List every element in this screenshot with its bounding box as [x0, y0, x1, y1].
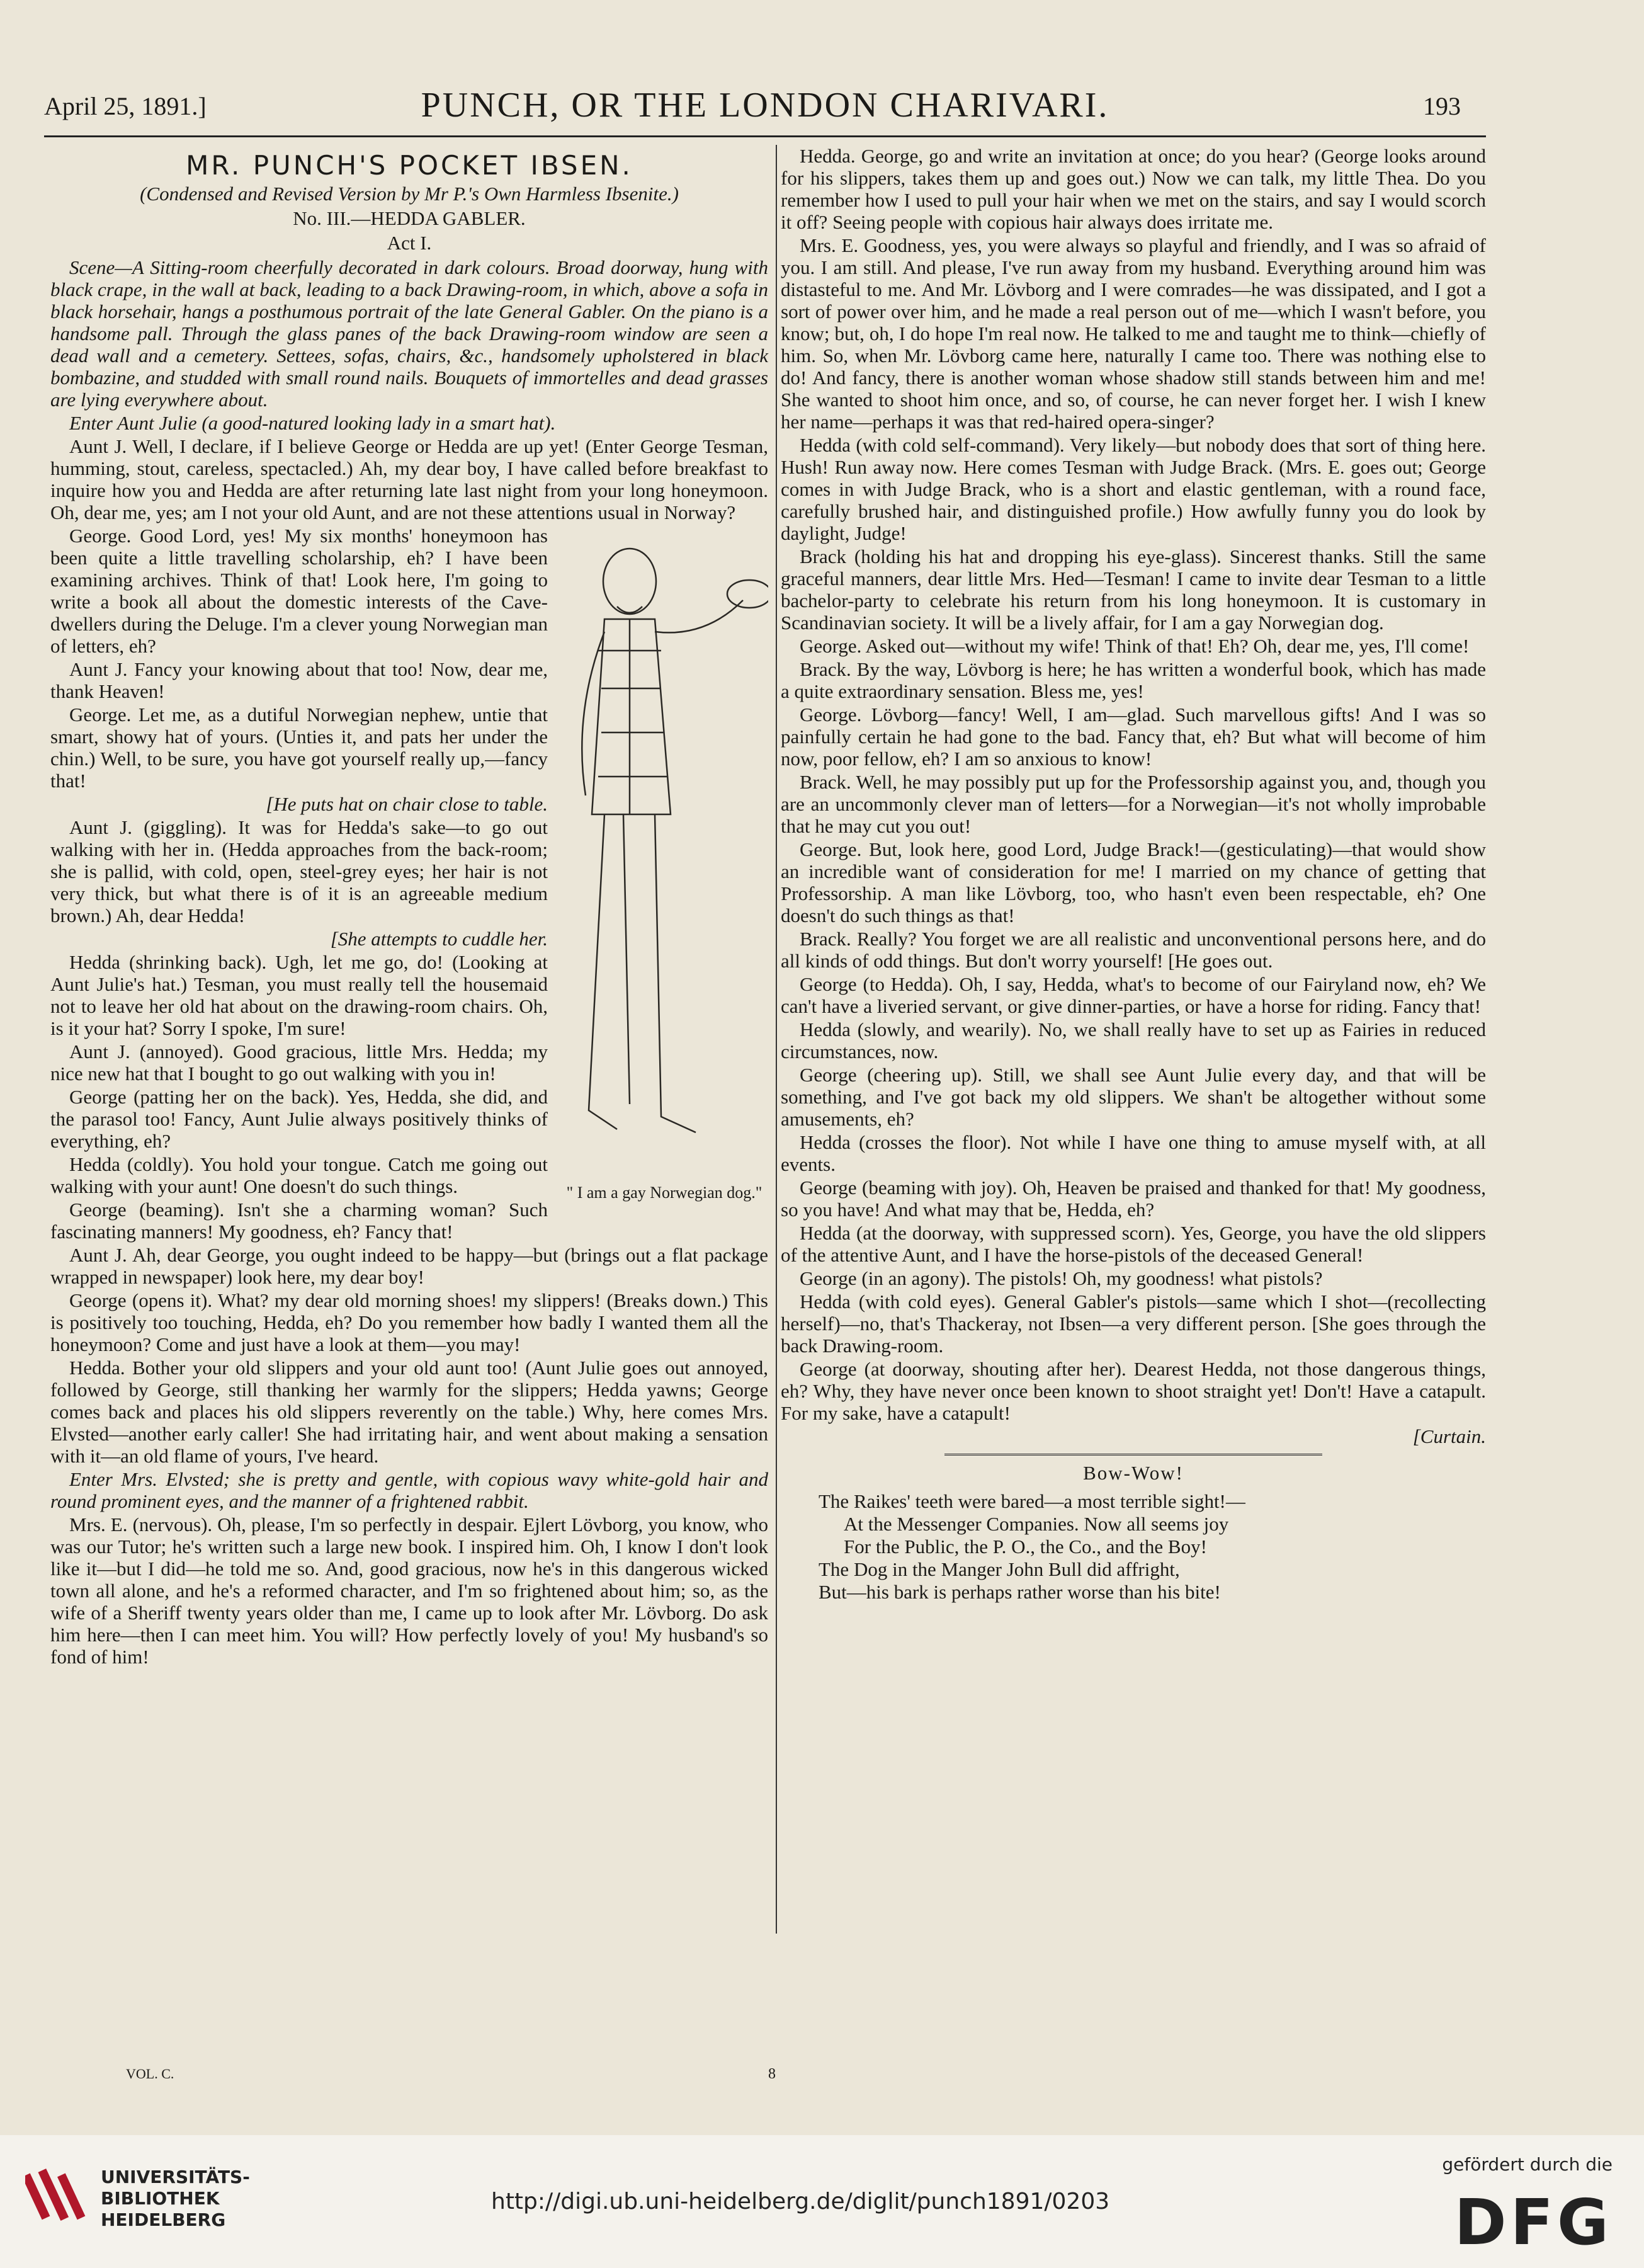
- paragraph: Aunt J. (annoyed). Good gracious, little Mrs. Hedda; my nice new hat that I bought to go out walking with you in!: [50, 1040, 548, 1085]
- paragraph: Hedda. Bother your old slippers and your old aunt too! (Aunt Julie goes out annoyed, followed by George, still thanking her warmly for the slippers; Hedda yawns; George comes back and places his old slippers reverently on the table.) Why, here comes Mrs. Elvsted—another early caller! She had irritating hair, and went about making a sensation with it—an old flame of yours, I've heard.: [50, 1357, 768, 1467]
- paragraph: Brack. Well, he may possibly put up for the Professorship against you, and, though you are an uncommonly clever man of letters—for a Norwegian—it's not wholly improbable that he may cut you out!: [781, 771, 1486, 837]
- institution-name: [101, 2167, 250, 2231]
- poem-line: But—his bark is perhaps rather worse than his bite!: [819, 1581, 1221, 1603]
- paragraph: George (at doorway, shouting after her). Dearest Hedda, not those dangerous things, eh? Why, they have never once been known to shoot straight yet! Don't! Have a catapult. For my sake, have a catapult!: [781, 1358, 1486, 1424]
- column-divider: [776, 145, 777, 1934]
- paragraph: Hedda (slowly, and wearily). No, we shall really have to set up as Fairies in reduced circumstances, now.: [781, 1018, 1486, 1063]
- institution-line: HEIDELBERG: [101, 2209, 226, 2230]
- stage-direction: [He puts hat on chair close to table.: [266, 793, 548, 815]
- permalink-url[interactable]: http://digi.ub.uni-heidelberg.de/diglit/punch1891/0203: [491, 2189, 1110, 2214]
- paragraph: George. Good Lord, yes! My six months' honeymoon has been quite a little travelling scholarship, eh? I have been examining archives. Think of that! Look here, I'm going to write a book all about the domestic interests of the Cave-dwellers during the Deluge. I'm a clever young Norwegian man of letters, eh?: [50, 525, 548, 657]
- act-heading: Act I.: [387, 232, 432, 254]
- paragraph: Hedda (with cold self-command). Very likely—but nobody does that sort of thing here. Hush! Run away now. Here comes Tesman with Judge Brack. (Mrs. E. goes out; George comes in with Judge Brack, who is a short and elastic gentleman, with a round face, carefully brushed hair, and distinguished profile.) How awfully funny you do look by daylight, Judge!: [781, 434, 1486, 544]
- article-subtitle: (Condensed and Revised Version by Mr P.'s Own Harmless Ibsenite.): [140, 183, 679, 205]
- paragraph: Enter Mrs. Elvsted; she is pretty and gentle, with copious wavy white-gold hair and round prominent eyes, and the manner of a frightened rabbit.: [50, 1468, 768, 1512]
- library-footer-bar: [0, 2135, 1644, 2268]
- paragraph: George (cheering up). Still, we shall see Aunt Julie every day, and that will be something, and I've got back my old slippers. We shan't be altogether without some amusements, eh?: [781, 1064, 1486, 1130]
- article-title: MR. PUNCH'S POCKET IBSEN.: [186, 150, 633, 181]
- paragraph: Brack. By the way, Lövborg is here; he has written a wonderful book, which has made a quite extraordinary sensation. Bless me, yes!: [781, 658, 1486, 702]
- poem-line: The Raikes' teeth were bared—a most terrible sight!—: [819, 1490, 1245, 1512]
- paragraph: George (beaming with joy). Oh, Heaven be praised and thanked for that! My goodness, so you have! And what may that be, Hedda, eh?: [781, 1177, 1486, 1221]
- paragraph: Aunt J. (giggling). It was for Hedda's sake—to go out walking with her in. (Hedda approaches from the back-room; she is pallid, with cold, open, steel-grey eyes; her hair is not very thick, but what there is of it is an agreeable medium brown.) Ah, dear Hedda!: [50, 816, 548, 926]
- dfg-logo: DFG: [1454, 2185, 1613, 2259]
- paragraph: Hedda (at the doorway, with suppressed scorn). Yes, George, you have the old slippers of the attentive Aunt, and I have the horse-pistols of the deceased General!: [781, 1222, 1486, 1266]
- paragraph: George. Asked out—without my wife! Think of that! Eh? Oh, dear me, yes, I'll come!: [800, 635, 1470, 657]
- paragraph: George (patting her on the back). Yes, Hedda, she did, and the parasol too! Fancy, Aunt Julie always positively thinks of everything, eh?: [50, 1086, 548, 1152]
- part-heading: No. III.—HEDDA GABLER.: [293, 207, 526, 229]
- paragraph: Hedda (with cold eyes). General Gabler's pistols—same which I shot—(recollecting herself)—no, that's Thackeray, not Ibsen—a very different person. [She goes through the back Drawing-room.: [781, 1291, 1486, 1357]
- paragraph: Hedda (crosses the floor). Not while I have one thing to amuse myself with, at all events.: [781, 1131, 1486, 1175]
- masthead-title: PUNCH, OR THE LONDON CHARIVARI.: [421, 86, 1109, 125]
- paragraph: George. But, look here, good Lord, Judge Brack!—(gesticulating)—that would show an incredible want of consideration for me! I married on my chance of getting that Professorship. A man like Lövborg, too, who hasn't even been respectable, eh? One doesn't do such things as that!: [781, 838, 1486, 926]
- illustration-caption: " I am a gay Norwegian dog.": [566, 1183, 762, 1202]
- university-library-logo-icon: [25, 2160, 94, 2230]
- section-rule: [944, 1454, 1322, 1456]
- poem-title: Bow-Wow!: [1083, 1462, 1184, 1484]
- issue-date: April 25, 1891.]: [44, 92, 207, 120]
- left-column: [50, 145, 768, 1669]
- volume-label: VOL. C.: [126, 2066, 174, 2082]
- signature-mark: 8: [768, 2066, 776, 2082]
- poem-line: The Dog in the Manger John Bull did affright,: [819, 1558, 1180, 1580]
- paragraph: George (opens it). What? my dear old morning shoes! my slippers! (Breaks down.) This is positively too touching, Hedda, eh? Do you remember how badly I wanted them all the honeymoon? Come and just have a look at them—you may!: [50, 1289, 768, 1355]
- paragraph: George (in an agony). The pistols! Oh, my goodness! what pistols?: [800, 1267, 1323, 1289]
- paragraph: Hedda (shrinking back). Ugh, let me go, do! (Looking at Aunt Julie's hat.) Tesman, you must really tell the housemaid not to leave her old hat about on the drawing-room chairs. Oh, is it your hat? Sorry I spoke, I'm sure!: [50, 951, 548, 1039]
- paragraph: Mrs. E. Goodness, yes, you were always so playful and friendly, and I was so afraid of you. I am still. And please, I've run away from my husband. Everything around him was distasteful to me. And Mr. Lövborg and I were comrades—he was dissipated, and I got a sort of power over him, and he made a real person out of me—which I wasn't before, you know; but, oh, I do hope I'm real now. He talked to me and taught me to think—chiefly of him. So, when Mr. Lövborg came here, naturally I came too. There was nothing else to do! And fancy, there is another woman whose shadow still stands between him and me! She wanted to shoot him once, and so, of course, he can never forget her. I wish I knew her name—perhaps it was that red-haired opera-singer?: [781, 234, 1486, 433]
- institution-line: BIBLIOTHEK: [101, 2188, 220, 2209]
- paragraph: George (beaming). Isn't she a charming woman? Such fascinating manners! My goodness, eh? Fancy that!: [50, 1199, 548, 1243]
- man-with-hat-illustration: [560, 525, 768, 1173]
- funding-note: gefördert durch die: [1442, 2154, 1613, 2175]
- institution-line: UNIVERSITÄTS-: [101, 2167, 250, 2187]
- poem-line: At the Messenger Companies. Now all seems joy: [844, 1513, 1229, 1535]
- paragraph: Hedda (coldly). You hold your tongue. Catch me going out walking with your aunt! One doesn't do such things.: [50, 1153, 548, 1197]
- paragraph: Scene—A Sitting-room cheerfully decorated in dark colours. Broad doorway, hung with black crape, in the wall at back, leading to a back Drawing-room, in which, above a sofa in black horsehair, hangs a posthumous portrait of the late General Gabler. On the piano is a handsome pall. Through the glass panes of the back Drawing-room window are seen a dead wall and a cemetery. Settees, sofas, chairs, &c., handsomely upholstered in black bombazine, and studded with small round nails. Bouquets of immortelles and dead grasses are lying everywhere about.: [50, 256, 768, 411]
- poem-line: For the Public, the P. O., the Co., and the Boy!: [844, 1536, 1207, 1558]
- paragraph: Aunt J. Well, I declare, if I believe George or Hedda are up yet! (Enter George Tesman, humming, stout, careless, spectacled.) Ah, my dear boy, I have called before breakfast to inquire how you and Hedda are after returning late last night from your long honeymoon. Oh, dear me, yes; am I not your old Aunt, and are not these attentions usual in Norway?: [50, 435, 768, 523]
- paragraph: Mrs. E. (nervous). Oh, please, I'm so perfectly in despair. Ejlert Lövborg, you know, who was our Tutor; he's written such a large new book. I inspired him. Oh, I know I don't look like it—but I did—he told me so. And, good gracious, now he's in this dangerous wicked town all alone, and he's a reformed character, and I'm so frightened about him; so, as the wife of a Sheriff twenty years older than me, I came up to look after Mr. Lövborg. Do ask him here—then I can meet him. You will? How perfectly lovely of you! My husband's so fond of him!: [50, 1513, 768, 1668]
- stage-direction: [She attempts to cuddle her.: [330, 928, 548, 950]
- paragraph: George (to Hedda). Oh, I say, Hedda, what's to become of our Fairyland now, eh? We can't have a liveried servant, or give dinner-parties, or have a horse for riding. Fancy that!: [781, 973, 1486, 1017]
- paragraph: George. Let me, as a dutiful Norwegian nephew, untie that smart, showy hat of yours. (Unties it, and pats her under the chin.) Well, to be sure, you have got yourself really up,—fancy that!: [50, 704, 548, 792]
- paragraph: Aunt J. Fancy your knowing about that too! Now, dear me, thank Heaven!: [50, 658, 548, 702]
- paragraph: Brack (holding his hat and dropping his eye-glass). Sincerest thanks. Still the same graceful manners, dear little Mrs. Hed—Tesman! I came to invite dear Tesman to a little bachelor-party to celebrate his return from his long honeymoon. It is customary in Scandinavian society. It will be a lively affair, for I am a gay Norwegian dog.: [781, 545, 1486, 634]
- illustration-column: [560, 525, 768, 1205]
- paragraph: Hedda. George, go and write an invitation at once; do you hear? (George looks around for his slippers, takes them up and goes out.) Now we can talk, my little Thea. Do you remember how I used to pull your hair when we met on the stairs, and say I would scorch it off? Seeing people with copious hair always does irritate me.: [781, 145, 1486, 233]
- poem: [819, 1490, 1486, 1604]
- page-header: [44, 79, 1486, 137]
- paragraph: Brack. Really? You forget we are all realistic and unconventional persons here, and do all kinds of odd things. But don't worry yourself! [He goes out.: [781, 928, 1486, 972]
- page-number: 193: [1423, 92, 1461, 120]
- right-column: [781, 145, 1486, 1604]
- paragraph: Aunt J. Ah, dear George, you ought indeed to be happy—but (brings out a flat package wrapped in newspaper) look here, my dear boy!: [50, 1244, 768, 1288]
- paragraph: George. Lövborg—fancy! Well, I am—glad. Such marvellous gifts! And I was so painfully certain he had gone to the bad. Fancy that, eh? But what will become of him now, poor fellow, eh? I am so anxious to know!: [781, 704, 1486, 770]
- paragraph: Enter Aunt Julie (a good-natured looking lady in a smart hat).: [69, 412, 556, 434]
- curtain-direction: [Curtain.: [1412, 1425, 1486, 1447]
